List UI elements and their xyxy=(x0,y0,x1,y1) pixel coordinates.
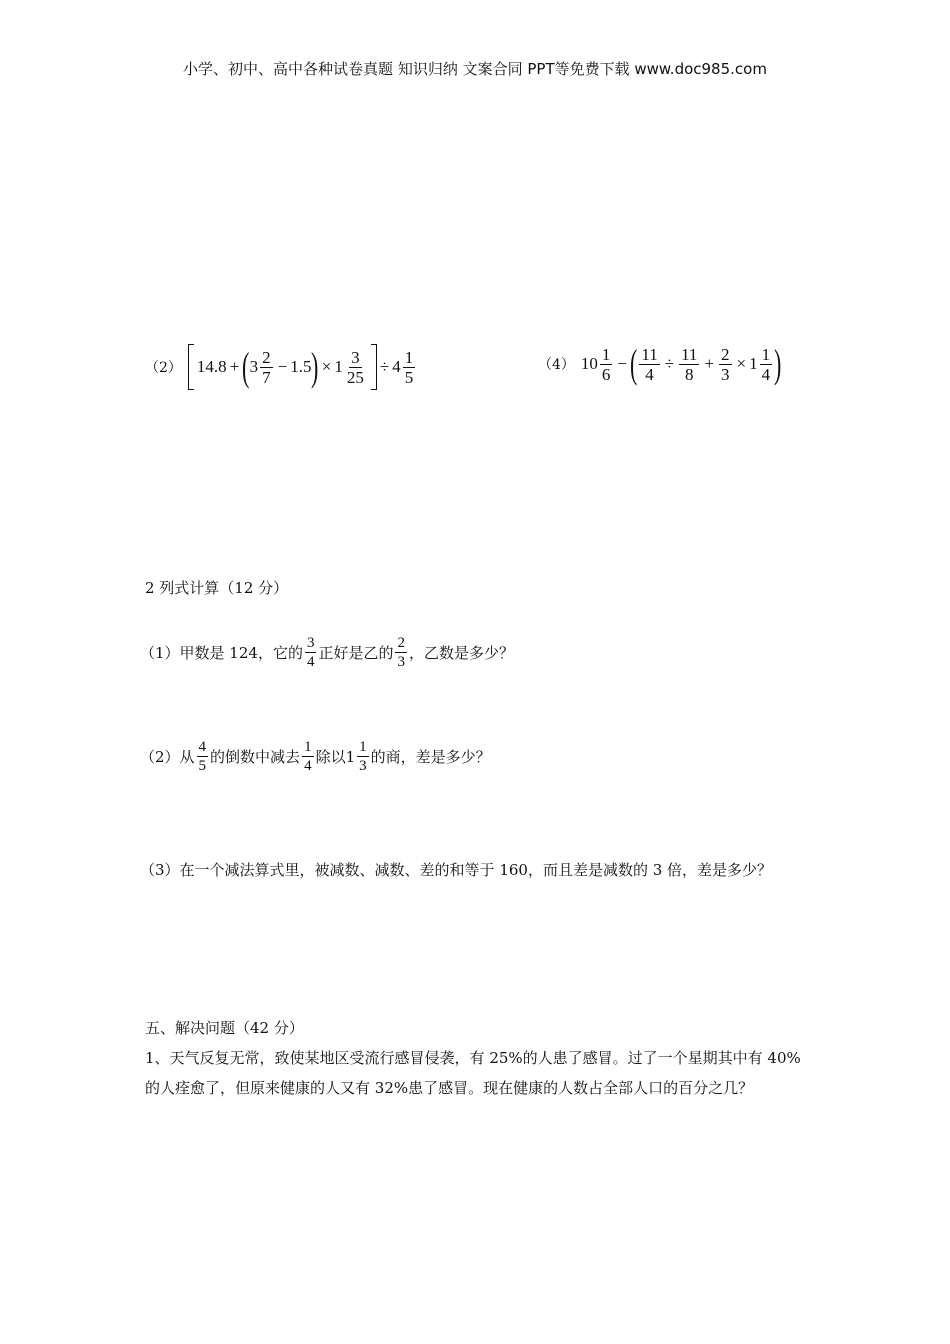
fraction: $\frac{1}{3}$ xyxy=(359,739,367,774)
times-sign: × xyxy=(321,357,332,376)
plus-sign: + xyxy=(704,354,715,373)
left-square-bracket xyxy=(188,344,194,390)
section-5-title: 五、解决问题（42 分） xyxy=(145,1019,304,1037)
term-a: 14.8 xyxy=(196,357,227,376)
right-paren: ) xyxy=(311,344,319,389)
fraction: $\frac{2}{7}$ xyxy=(262,347,271,387)
question-2-2: （2）从 $\frac{4}{5}$ 的倒数中减去 $\frac{1}{4}$ 除以 1 $\frac{1}{3}$ 的商，差是多少？ xyxy=(140,739,491,774)
expression-4 xyxy=(538,341,782,386)
times-sign: × xyxy=(736,354,747,373)
right-paren: ) xyxy=(774,341,782,386)
fraction: $\frac{11}{4}$ xyxy=(641,344,658,384)
fraction: $\frac{2}{3}$ xyxy=(397,635,405,670)
mixed-whole: 4 xyxy=(392,357,401,376)
minus-sign: − xyxy=(617,354,628,373)
question-2-3: （3）在一个减法算式里，被减数、减数、差的和等于 160，而且差是减数的 3 倍，差是多少？ xyxy=(140,861,773,879)
left-paren: ( xyxy=(630,341,638,386)
mixed-whole: 1 xyxy=(749,354,758,373)
fraction: $\frac{4}{5}$ xyxy=(198,739,207,774)
fraction: $\frac{1}{5}$ xyxy=(404,347,414,387)
plus-sign: + xyxy=(229,357,240,376)
expression-2 xyxy=(145,344,417,390)
fraction: $\frac{3}{4}$ xyxy=(306,635,315,670)
divide-sign: ÷ xyxy=(664,354,675,373)
mixed-whole: 1 xyxy=(334,357,343,376)
fraction: $\frac{3}{25}$ xyxy=(346,347,364,387)
minus-sign: − xyxy=(277,357,288,376)
fraction: $\frac{1}{4}$ xyxy=(304,739,312,774)
expression-2-label: （2） xyxy=(145,360,182,376)
section-2-title: 2 列式计算（12 分） xyxy=(145,579,289,597)
question-2-1: （1）甲数是 124，它的 $\frac{3}{4}$ 正好是乙的 $\frac{2}{3}$ ，乙数是多少？ xyxy=(140,635,514,670)
right-square-bracket xyxy=(371,344,377,390)
divide-sign: ÷ xyxy=(379,357,390,376)
fraction: $\frac{1}{6}$ xyxy=(601,344,611,384)
mixed-whole: 3 xyxy=(249,357,259,376)
fraction: $\frac{2}{3}$ xyxy=(721,344,730,384)
page-header: 小学、初中、高中各种试卷真题 知识归纳 文案合同 PPT等免费下载 www.doc985.com xyxy=(183,60,767,78)
fraction: $\frac{11}{8}$ xyxy=(681,344,698,384)
left-paren: ( xyxy=(242,344,250,389)
expression-4-label: （4） xyxy=(538,357,575,373)
term-c: 1.5 xyxy=(290,357,312,376)
question-5-1: 1、天气反复无常，致使某地区受流行感冒侵袭，有 25%的人患了感冒。过了一个星期其中有 40%的人痊愈了，但原来健康的人又有 32%患了感冒。现在健康的人数占全部人口的百分之几？ xyxy=(145,1049,801,1097)
fraction: $\frac{1}{4}$ xyxy=(761,344,771,384)
mixed-whole: 10 xyxy=(580,354,598,373)
